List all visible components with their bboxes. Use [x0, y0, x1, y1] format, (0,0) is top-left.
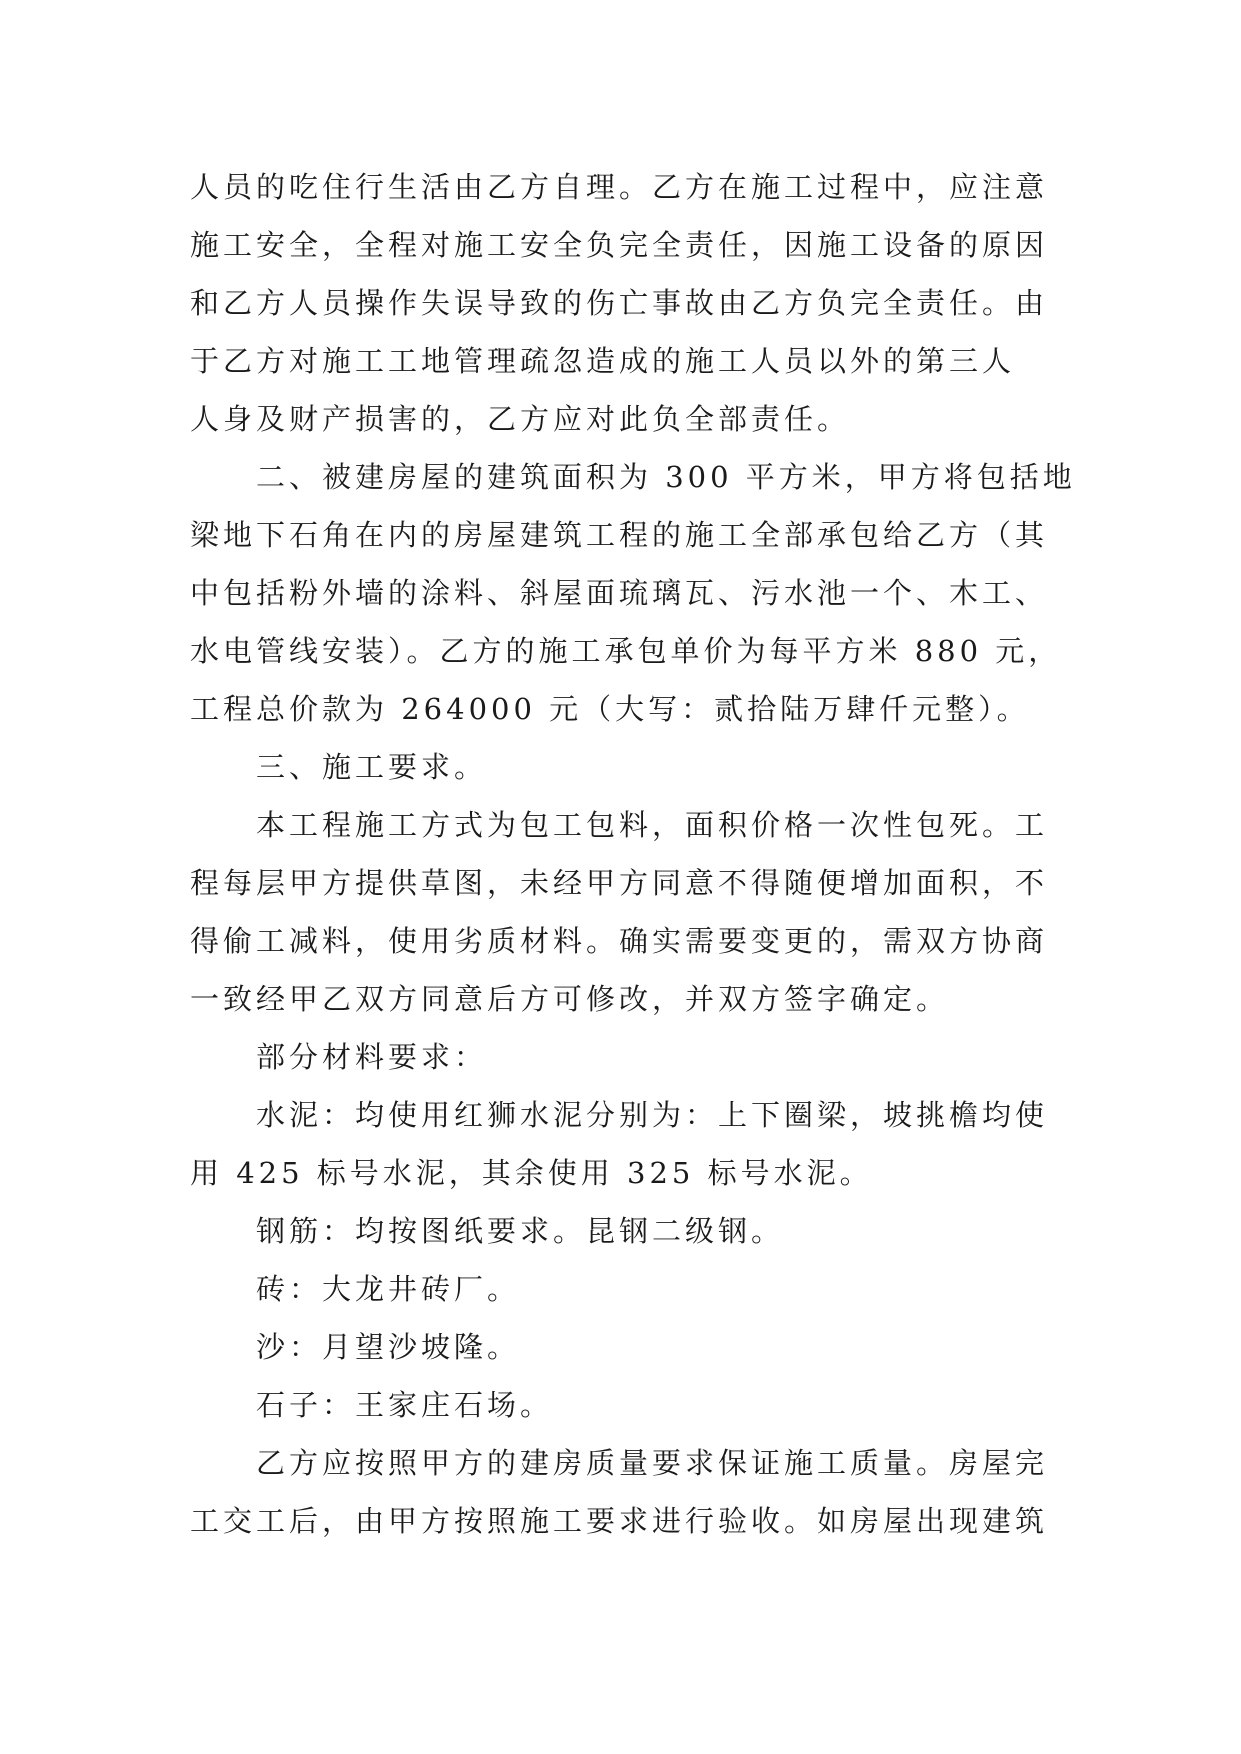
material-item-cement: 水泥：均使用红狮水泥分别为：上下圈梁，坡挑檐均使 — [256, 1098, 1049, 1132]
text-line: 得偷工减料，使用劣质材料。确实需要变更的，需双方协商 — [190, 924, 1049, 958]
material-item-brick: 砖：大龙井砖厂。 — [256, 1272, 521, 1306]
text-line: 于乙方对施工工地管理疏忽造成的施工人员以外的第三人 — [190, 344, 1016, 378]
text-line: 人员的吃住行生活由乙方自理。乙方在施工过程中，应注意 — [190, 170, 1049, 204]
paragraph-first-line: 二、被建房屋的建筑面积为 300 平方米，甲方将包括地 — [256, 460, 1076, 494]
text-line: 工交工后，由甲方按照施工要求进行验收。如房屋出现建筑 — [190, 1504, 1049, 1538]
paragraph-first-line: 本工程施工方式为包工包料，面积价格一次性包死。工 — [256, 808, 1049, 842]
text-line: 和乙方人员操作失误导致的伤亡事故由乙方负完全责任。由 — [190, 286, 1049, 320]
section-heading: 三、施工要求。 — [256, 750, 488, 784]
document-body — [190, 158, 1076, 1550]
text-line: 中包括粉外墙的涂料、斜屋面琉璃瓦、污水池一个、木工、 — [190, 576, 1049, 610]
text-line: 一致经甲乙双方同意后方可修改，并双方签字确定。 — [190, 982, 950, 1016]
material-heading: 部分材料要求： — [256, 1040, 488, 1074]
text-line: 施工安全，全程对施工安全负完全责任，因施工设备的原因 — [190, 228, 1049, 262]
text-line: 梁地下石角在内的房屋建筑工程的施工全部承包给乙方（其 — [190, 518, 1049, 552]
text-line: 用 425 标号水泥，其余使用 325 标号水泥。 — [190, 1156, 873, 1190]
material-item-sand: 沙：月望沙坡隆。 — [256, 1330, 521, 1364]
text-line: 人身及财产损害的，乙方应对此负全部责任。 — [190, 402, 851, 436]
paragraph-first-line: 乙方应按照甲方的建房质量要求保证施工质量。房屋完 — [256, 1446, 1049, 1480]
text-line: 程每层甲方提供草图，未经甲方同意不得随便增加面积，不 — [190, 866, 1049, 900]
text-line: 工程总价款为 264000 元（大写：贰拾陆万肆仟元整）。 — [190, 692, 1030, 726]
material-item-stone: 石子：王家庄石场。 — [256, 1388, 554, 1422]
text-line: 水电管线安装）。乙方的施工承包单价为每平方米 880 元， — [190, 634, 1062, 668]
material-item-steel: 钢筋：均按图纸要求。昆钢二级钢。 — [256, 1214, 785, 1248]
